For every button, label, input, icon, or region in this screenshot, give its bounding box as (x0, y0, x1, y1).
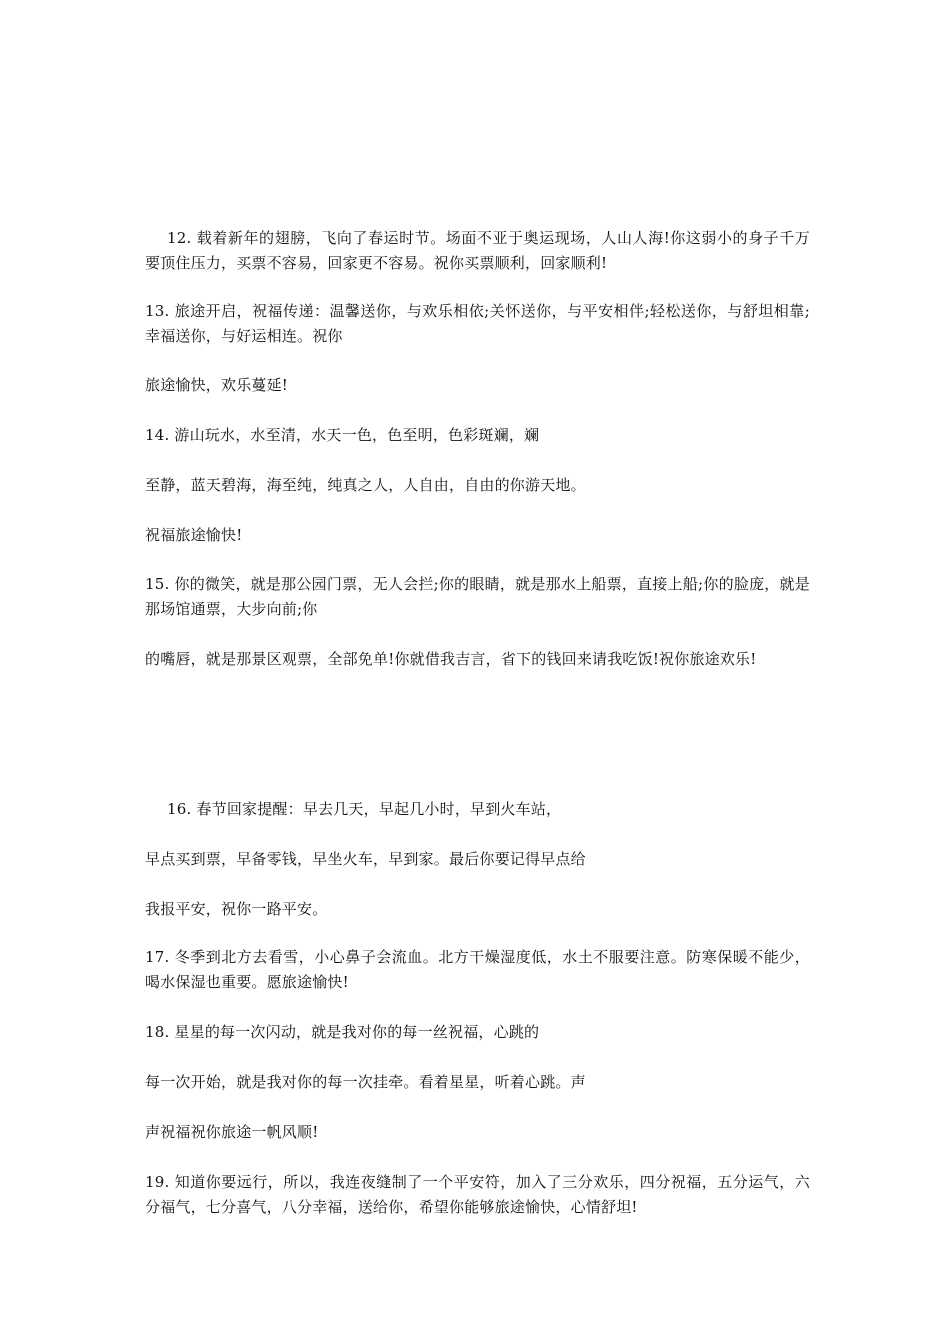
paragraph-14-cont: 至静，蓝天碧海，海至纯，纯真之人，人自由，自由的你游天地。 (145, 476, 586, 494)
paragraph-15-cont: 的嘴唇，就是那景区观票，全部免单!你就借我吉言，省下的钱回来请我吃饭!祝你旅途欢乐! (145, 650, 757, 668)
paragraph-16-end: 我报平安，祝你一路平安。 (145, 900, 328, 918)
paragraph-18-end: 声祝福祝你旅途一帆风顺! (145, 1123, 319, 1141)
paragraph-15: 15. 你的微笑，就是那公园门票，无人会拦;你的眼睛，就是那水上船票，直接上船;你的脸庞，就是那场馆通票，大步向前;你 (145, 575, 810, 618)
paragraph-17: 17. 冬季到北方去看雪，小心鼻子会流血。北方干燥湿度低，水土不服要注意。防寒保暖不能少，喝水保湿也重要。愿旅途愉快! (145, 948, 810, 991)
paragraph-14-end: 祝福旅途愉快! (145, 526, 243, 544)
paragraph-19: 19. 知道你要远行，所以，我连夜缝制了一个平安符，加入了三分欢乐，四分祝福，五分运气，六分福气，七分喜气，八分幸福，送给你，希望你能够旅途愉快，心情舒坦! (145, 1173, 810, 1216)
paragraph-16-cont: 早点买到票，早备零钱，早坐火车，早到家。最后你要记得早点给 (145, 850, 586, 868)
paragraph-12: 12. 载着新年的翅膀，飞向了春运时节。场面不亚于奥运现场，人山人海!你这弱小的身子千万要顶住压力，买票不容易，回家更不容易。祝你买票顺利，回家顺利! (145, 229, 810, 272)
paragraph-16: 16. 春节回家提醒：早去几天，早起几小时，早到火车站， (167, 800, 562, 818)
paragraph-13: 13. 旅途开启，祝福传递：温馨送你，与欢乐相依;关怀送你，与平安相伴;轻松送你，与舒坦相靠;幸福送你，与好运相连。祝你 (145, 302, 810, 345)
paragraph-18: 18. 星星的每一次闪动，就是我对你的每一丝祝福，心跳的 (145, 1023, 540, 1041)
paragraph-18-cont: 每一次开始，就是我对你的每一次挂牵。看着星星，听着心跳。声 (145, 1073, 586, 1091)
paragraph-13-cont: 旅途愉快，欢乐蔓延! (145, 376, 289, 394)
paragraph-14: 14. 游山玩水，水至清，水天一色，色至明，色彩斑斓，斓 (145, 426, 540, 444)
